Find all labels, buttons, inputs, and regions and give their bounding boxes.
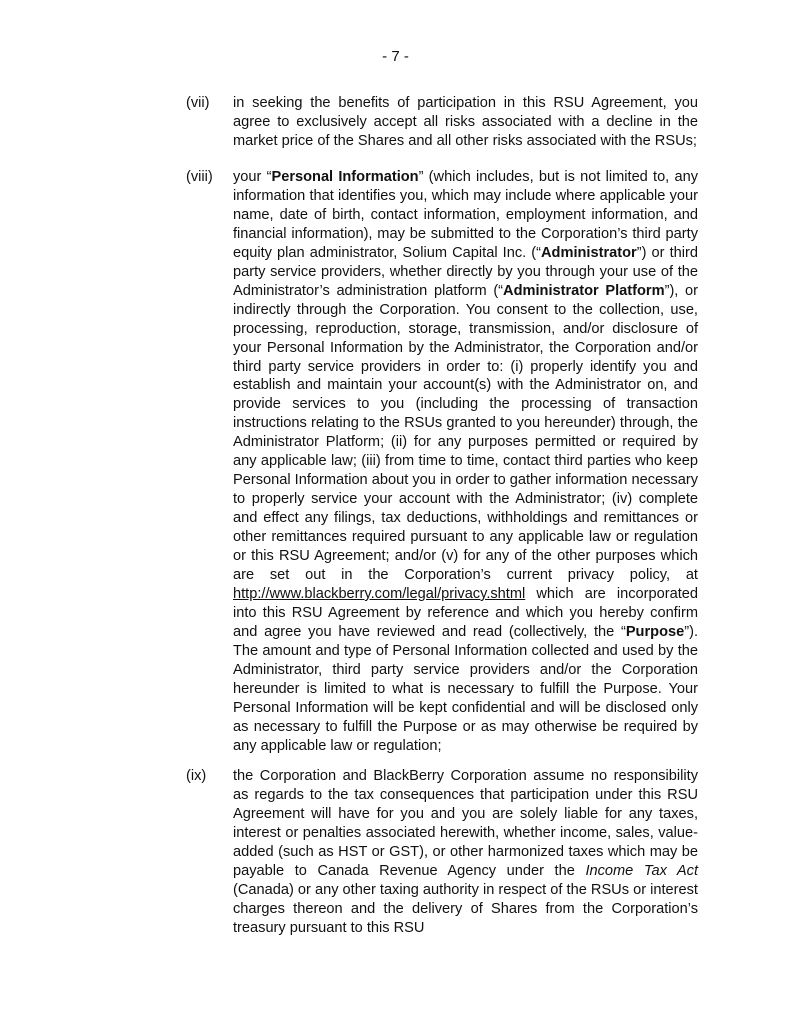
clause-text: in seeking the benefits of participation in this RSU Agreement, you agree to exclusively accept all risks associated with a decline in the market price of the Shares and all other risks associated with the RSUs;	[233, 95, 698, 149]
statute-name: Income Tax Act	[585, 862, 699, 879]
text-run: ”). The amount and type of Personal Information collected and used by the Administrator, third party service providers and/or the Corporation hereunder is limited to what is necessary to fulfill the Purpose. Your Personal Information will be kept confidential and will be disclosed only as necessary to fulfill the Purpose or as may otherwise be required by any applicable law or regulation;	[233, 623, 698, 754]
page-number: - 7 -	[382, 48, 409, 65]
clause-vii	[186, 94, 698, 151]
clause-number: (viii)	[186, 169, 213, 185]
defined-term-personal-information: Personal Information	[271, 169, 419, 185]
clause-number: (vii)	[186, 95, 210, 111]
text-run: ” (which includes, but is not limited to, any information that identifies you, which may include where applicable your name, date of birth, contact information, employment information, and financial information), may be submitted to the Corporation’s third party equity plan administrator, Solium Capital Inc. (“	[233, 169, 698, 261]
text-run: which are incorporated into this RSU Agreement by reference and which you hereby confirm and agree you have reviewed and read (collectively, the “	[233, 585, 698, 640]
defined-term-purpose: Purpose	[625, 623, 685, 640]
text-run: your “	[233, 169, 272, 185]
privacy-policy-link[interactable]: http://www.blackberry.com/legal/privacy.shtml	[233, 585, 526, 602]
text-run: ”) or third party service providers, whether directly by you through your use of the Administrator’s administration platform (“	[233, 244, 698, 299]
defined-term-administrator: Administrator	[541, 244, 637, 261]
clause-number: (ix)	[186, 768, 207, 784]
text-run: ”), or indirectly through the Corporation. You consent to the collection, use, processing, reproduction, storage, transmission, and/or disclosure of your Personal Information by the Administrator, the Corporation and/or third party service providers in order to: (i) properly identify you and establish and maintain your account(s) with the Administrator on, and provide services to you (including the processing of transaction instructions relating to the RSUs granted to you hereunder) through, the Administrator Platform; (ii) for any purposes permitted or required by any applicable law; (iii) from time to time, contact third parties who keep Personal Information about you in order to gather information necessary to properly service your account with the Administrator; (iv) complete and effect any filings, tax deductions, withholdings and remittances or other remittances required pursuant to any applicable law or regulation or this RSU Agreement; and/or (v) for any of the other purposes which are set out in the Corporation’s current privacy policy, at	[233, 282, 698, 584]
clause-text	[233, 767, 698, 938]
clause-text	[233, 168, 698, 756]
defined-term-administrator-platform: Administrator Platform	[503, 282, 665, 299]
clause-viii	[186, 168, 698, 756]
text-run: the Corporation and BlackBerry Corporation assume no responsibility as regards to the tax consequences that participation under this RSU Agreement will have for you and you are solely liable for any taxes, interest or penalties associated herewith, whether income, sales, value-added (such as HST or GST), or other harmonized taxes which may be payable to Canada Revenue Agency under the	[233, 768, 698, 879]
clause-ix	[186, 767, 698, 938]
text-run: (Canada) or any other taxing authority in respect of the RSUs or interest charges thereon and the delivery of Shares from the Corporation’s treasury pursuant to this RSU	[233, 881, 698, 936]
